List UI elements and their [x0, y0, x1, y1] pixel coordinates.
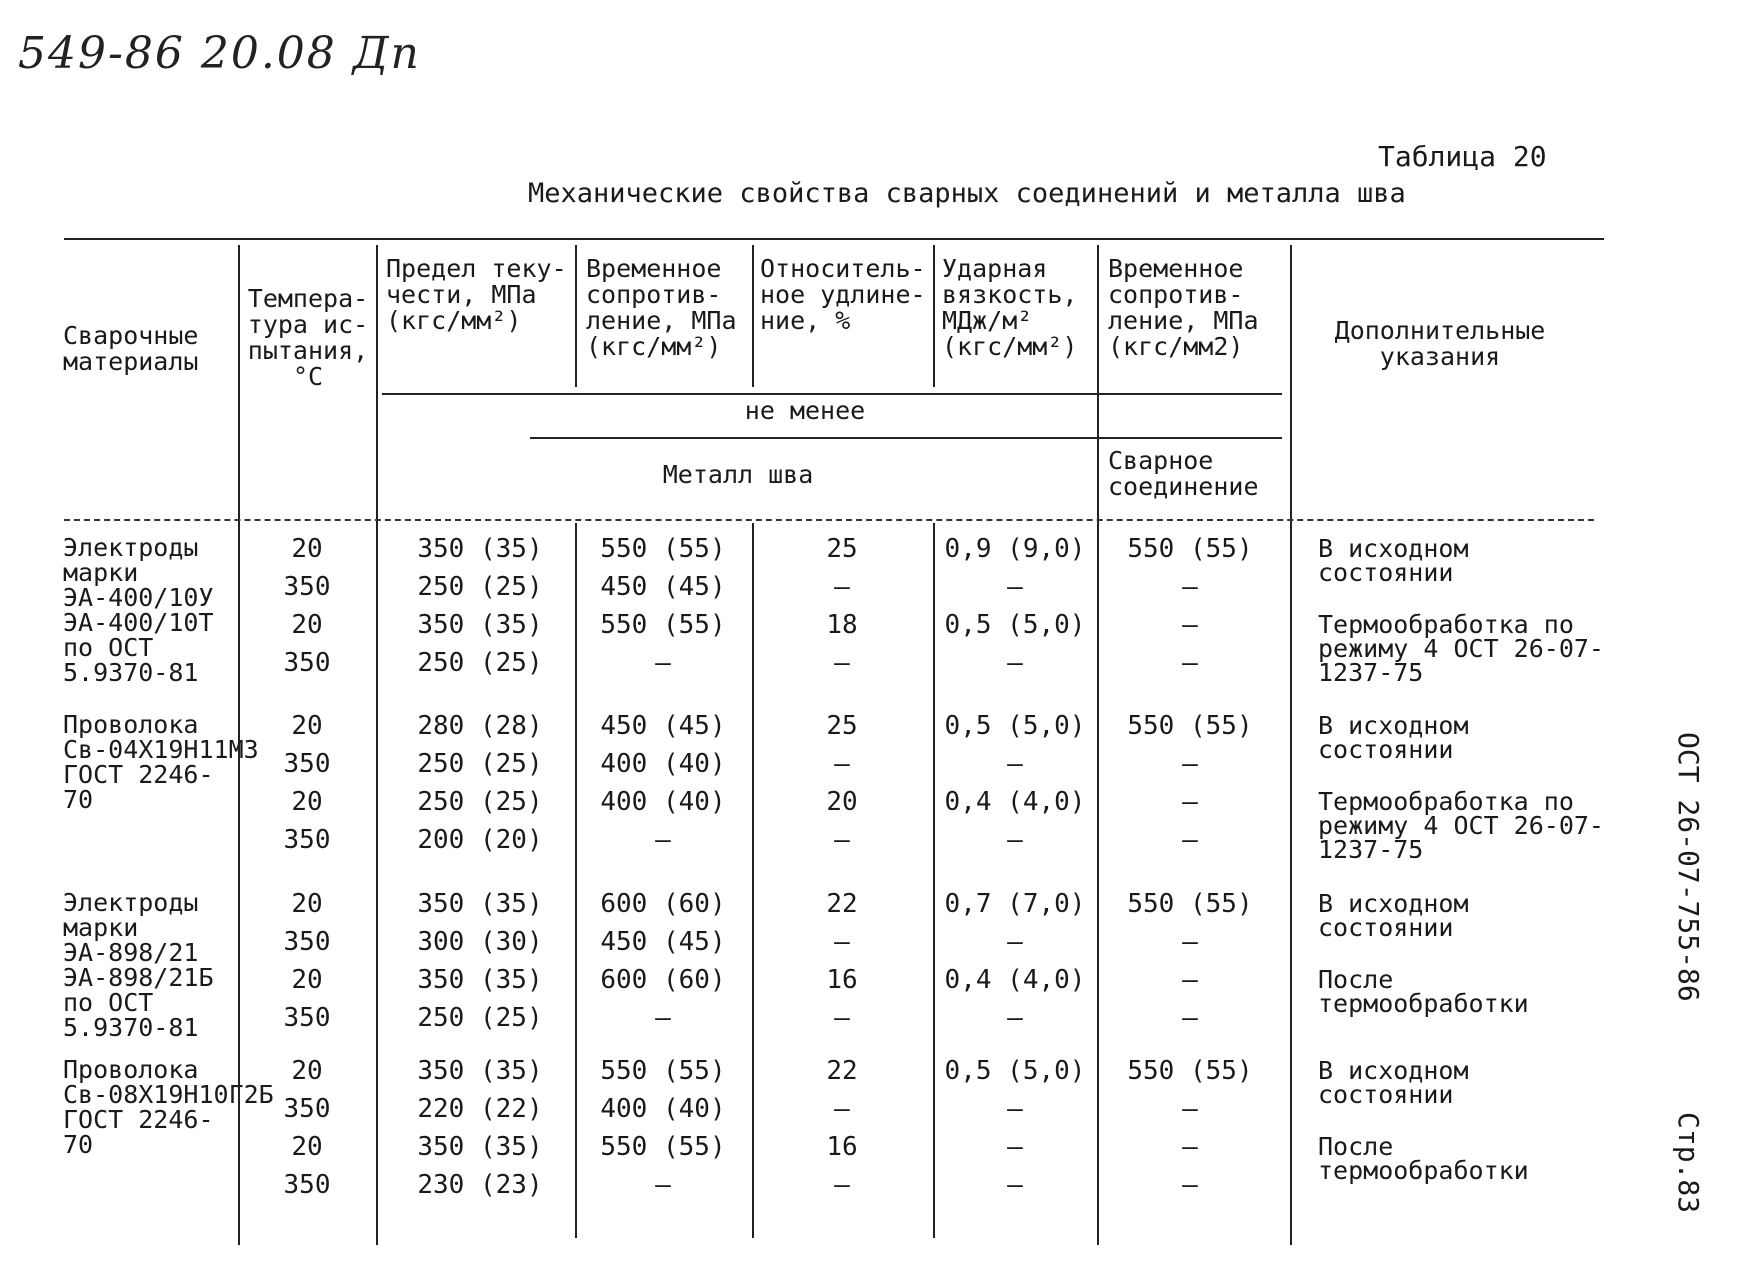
table-cell: 0,9 (9,0): [944, 534, 1086, 564]
table-cell: 350 (35): [417, 889, 543, 919]
table-cell: 600 (60): [600, 965, 726, 995]
table-cell: –: [655, 1003, 671, 1033]
note-cell: В исходном состоянии: [1318, 534, 1469, 587]
table-cell: 0,4 (4,0): [944, 787, 1086, 817]
material-cell: Проволока Св-08Х19Н10Г2Б ГОСТ 2246-70: [63, 1055, 274, 1159]
table-cell: 350 (35): [417, 534, 543, 564]
header-bottom-rule: [64, 519, 1594, 521]
note-cell: Термообработка по режиму 4 ОСТ 26-07-1237-75: [1318, 787, 1604, 864]
header-impact-strength: Ударная вязкость, МДж/м² (кгс/мм²): [942, 254, 1078, 361]
header-notes: Дополнительные указания: [1334, 316, 1546, 371]
table-cell: –: [834, 1003, 850, 1033]
table-cell: 250 (25): [417, 1003, 543, 1033]
table-number: Таблица 20: [1378, 140, 1547, 173]
table-cell: 350 (35): [417, 965, 543, 995]
table-cell: –: [655, 1170, 671, 1200]
note-cell: Термообработка по режиму 4 ОСТ 26-07-1237-75: [1318, 610, 1604, 687]
table-cell: –: [834, 825, 850, 855]
table-cell: 250 (25): [417, 572, 543, 602]
table-cell: 350: [283, 927, 331, 957]
table-cell: –: [1182, 1094, 1198, 1124]
table-cell: 20: [291, 889, 323, 919]
table-cell: 350 (35): [417, 1056, 543, 1086]
table-cell: –: [655, 825, 671, 855]
table-cell: 350: [283, 1094, 331, 1124]
table-cell: 0,7 (7,0): [944, 889, 1086, 919]
table-cell: 550 (55): [1127, 889, 1253, 919]
table-cell: 16: [826, 965, 858, 995]
table-cell: 550 (55): [600, 534, 726, 564]
table-cell: 250 (25): [417, 749, 543, 779]
header-rule: [530, 437, 1282, 439]
material-cell: Электроды марки ЭА-898/21 ЭА-898/21Б по ОСТ 5.9370-81: [63, 888, 214, 1042]
table-cell: 220 (22): [417, 1094, 543, 1124]
table-cell: –: [834, 927, 850, 957]
table-cell: 0,4 (4,0): [944, 965, 1086, 995]
table-cell: –: [834, 1094, 850, 1124]
table-cell: 350: [283, 825, 331, 855]
table-cell: –: [834, 1170, 850, 1200]
table-cell: 450 (45): [600, 711, 726, 741]
header-materials: Сварочные материалы: [63, 321, 199, 376]
table-cell: 550 (55): [1127, 1056, 1253, 1086]
table-cell: 250 (25): [417, 648, 543, 678]
header-tensile-strength: Временное сопротив-ление, МПа (кгс/мм²): [586, 254, 737, 361]
table-cell: 20: [291, 787, 323, 817]
table-cell: 450 (45): [600, 572, 726, 602]
header-elongation: Относитель-ное удлине-ние, %: [760, 254, 926, 335]
header-weld-metal: Металл шва: [662, 460, 814, 489]
table-cell: –: [1182, 572, 1198, 602]
note-cell: В исходном состоянии: [1318, 889, 1469, 942]
table-cell: 350: [283, 1170, 331, 1200]
table-cell: 20: [291, 534, 323, 564]
col-divider: [752, 523, 754, 1238]
table-cell: 400 (40): [600, 1094, 726, 1124]
table-cell: –: [834, 572, 850, 602]
table-cell: 0,5 (5,0): [944, 610, 1086, 640]
page-number: Стр.83: [1672, 1112, 1705, 1214]
note-cell: В исходном состоянии: [1318, 1056, 1469, 1109]
table-cell: 450 (45): [600, 927, 726, 957]
col-divider: [933, 245, 935, 387]
table-cell: 350 (35): [417, 610, 543, 640]
header-temperature: Темпера-тура ис-пытания, °C: [247, 284, 369, 391]
table-cell: –: [1007, 1094, 1023, 1124]
table-cell: –: [1007, 1170, 1023, 1200]
table-cell: 550 (55): [600, 1056, 726, 1086]
table-cell: 550 (55): [1127, 534, 1253, 564]
table-cell: 400 (40): [600, 749, 726, 779]
header-min: не менее: [744, 396, 866, 425]
table-cell: 230 (23): [417, 1170, 543, 1200]
table-cell: –: [834, 749, 850, 779]
col-divider: [575, 523, 577, 1238]
header-rule: [382, 393, 1282, 395]
table-cell: 300 (30): [417, 927, 543, 957]
table-cell: 350 (35): [417, 1132, 543, 1162]
table-cell: 550 (55): [600, 610, 726, 640]
document-code: ОСТ 26-07-755-86: [1672, 732, 1705, 1002]
table-title: Механические свойства сварных соединений и металла шва: [528, 178, 1406, 209]
table-cell: –: [1182, 1170, 1198, 1200]
table-cell: 350: [283, 572, 331, 602]
table-cell: –: [1007, 927, 1023, 957]
table-cell: –: [1182, 825, 1198, 855]
table-cell: 350: [283, 749, 331, 779]
table-cell: 20: [291, 1056, 323, 1086]
table-cell: –: [834, 648, 850, 678]
header-joint-tensile: Временное сопротив-ление, МПа (кгс/мм2): [1108, 254, 1259, 361]
table-cell: –: [1182, 610, 1198, 640]
table-cell: 400 (40): [600, 787, 726, 817]
note-cell: В исходном состоянии: [1318, 711, 1469, 764]
table-cell: –: [1007, 1003, 1023, 1033]
table-cell: –: [655, 648, 671, 678]
note-cell: После термообработки: [1318, 1132, 1529, 1185]
table-cell: 16: [826, 1132, 858, 1162]
header-yield-strength: Предел теку-чести, МПа (кгс/мм²): [386, 254, 567, 335]
table-cell: –: [1007, 1132, 1023, 1162]
table-cell: –: [1007, 648, 1023, 678]
table-cell: 20: [826, 787, 858, 817]
table-cell: –: [1182, 927, 1198, 957]
table-cell: 20: [291, 610, 323, 640]
table-cell: 0,5 (5,0): [944, 1056, 1086, 1086]
table-cell: 25: [826, 711, 858, 741]
header-weld-joint: Сварное соединение: [1108, 446, 1259, 501]
table-cell: –: [1007, 572, 1023, 602]
table-cell: 22: [826, 889, 858, 919]
table-cell: 550 (55): [600, 1132, 726, 1162]
col-divider: [1097, 245, 1099, 1245]
handwritten-annotation: 549-86 20.08 Дп: [18, 28, 421, 79]
table-cell: 350: [283, 1003, 331, 1033]
col-divider: [1290, 245, 1292, 1245]
table-cell: 280 (28): [417, 711, 543, 741]
material-cell: Электроды марки ЭА-400/10У ЭА-400/10Т по ОСТ 5.9370-81: [63, 533, 214, 687]
table-cell: 0,5 (5,0): [944, 711, 1086, 741]
table-cell: 550 (55): [1127, 711, 1253, 741]
table-cell: 600 (60): [600, 889, 726, 919]
table-cell: 25: [826, 534, 858, 564]
table-cell: –: [1182, 965, 1198, 995]
table-cell: –: [1182, 1003, 1198, 1033]
table-cell: –: [1182, 1132, 1198, 1162]
table-cell: 20: [291, 965, 323, 995]
table-cell: –: [1007, 749, 1023, 779]
table-cell: –: [1182, 648, 1198, 678]
table-cell: 22: [826, 1056, 858, 1086]
note-cell: После термообработки: [1318, 965, 1529, 1018]
material-cell: Проволока Св-04Х19Н11М3 ГОСТ 2246-70: [63, 710, 259, 814]
table-cell: –: [1182, 787, 1198, 817]
table-cell: 250 (25): [417, 787, 543, 817]
table-cell: –: [1182, 749, 1198, 779]
table-cell: –: [1007, 825, 1023, 855]
table-cell: 20: [291, 711, 323, 741]
table-cell: 18: [826, 610, 858, 640]
table-cell: 20: [291, 1132, 323, 1162]
col-divider: [752, 245, 754, 387]
table-cell: 350: [283, 648, 331, 678]
col-divider: [575, 245, 577, 387]
table-cell: 200 (20): [417, 825, 543, 855]
table-top-rule: [64, 238, 1604, 240]
